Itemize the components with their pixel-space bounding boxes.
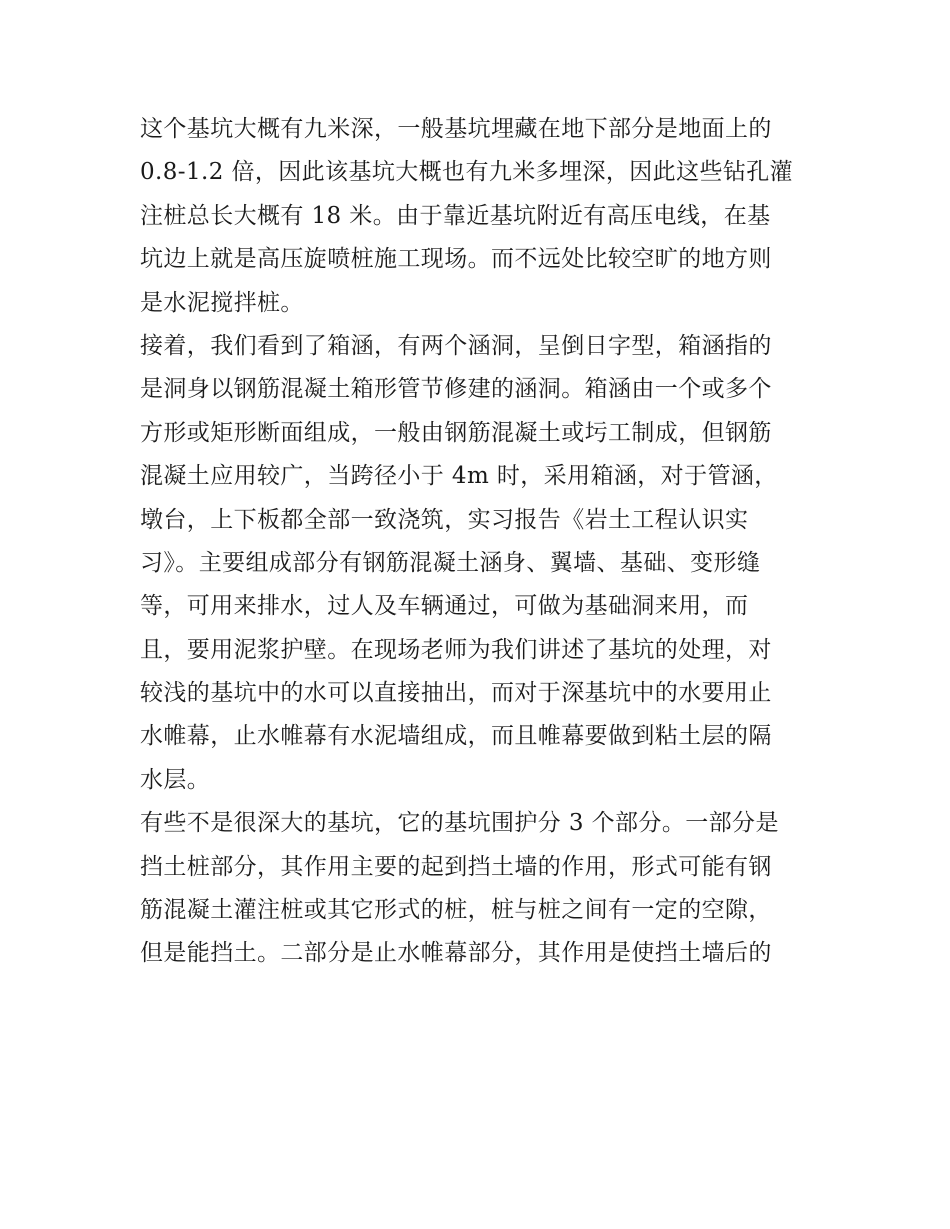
text-line: 墩台，上下板都全部一致浇筑，实习报告《岩土工程认识实 (140, 506, 749, 533)
document-body (140, 108, 820, 976)
paragraph-2 (140, 325, 820, 802)
text-line: 水层。 (140, 766, 211, 793)
text-line: 等，可用来排水，过人及车辆通过，可做为基础洞来用，而 (140, 593, 749, 620)
text-line: 注桩总长大概有 18 米。由于靠近基坑附近有高压电线，在基 (140, 202, 771, 229)
text-line: 混凝土应用较广，当跨径小于 4m 时，采用箱涵，对于管涵， (140, 463, 778, 490)
text-line: 挡土桩部分，其作用主要的起到挡土墙的作用，形式可能有钢 (140, 853, 772, 880)
text-line: 是水泥搅拌桩。 (140, 289, 304, 316)
paragraph-1 (140, 108, 820, 325)
text-line: 0.8-1.2 倍，因此该基坑大概也有九米多埋深，因此这些钻孔灌 (140, 159, 794, 186)
paragraph-3 (140, 802, 820, 976)
text-line: 水帷幕，止水帷幕有水泥墙组成，而且帷幕要做到粘土层的隔 (140, 723, 772, 750)
text-line: 习》。主要组成部分有钢筋混凝土涵身、翼墙、基础、变形缝 (140, 549, 761, 576)
text-line: 但是能挡土。二部分是止水帷幕部分，其作用是使挡土墙后的 (140, 940, 772, 967)
text-line: 且，要用泥浆护壁。在现场老师为我们讲述了基坑的处理，对 (140, 636, 772, 663)
text-line: 有些不是很深大的基坑，它的基坑围护分 3 个部分。一部分是 (140, 810, 779, 837)
text-line: 是洞身以钢筋混凝土箱形管节修建的涵洞。箱涵由一个或多个 (140, 376, 772, 403)
text-line: 方形或矩形断面组成，一般由钢筋混凝土或圬工制成，但钢筋 (140, 419, 772, 446)
text-line: 坑边上就是高压旋喷桩施工现场。而不远处比较空旷的地方则 (140, 246, 772, 273)
text-line: 接着，我们看到了箱涵，有两个涵洞，呈倒日字型，箱涵指的 (140, 332, 772, 359)
text-line: 较浅的基坑中的水可以直接抽出，而对于深基坑中的水要用止 (140, 680, 772, 707)
text-line: 筋混凝土灌注桩或其它形式的桩，桩与桩之间有一定的空隙， (140, 897, 772, 924)
text-line: 这个基坑大概有九米深，一般基坑埋藏在地下部分是地面上的 (140, 116, 772, 142)
